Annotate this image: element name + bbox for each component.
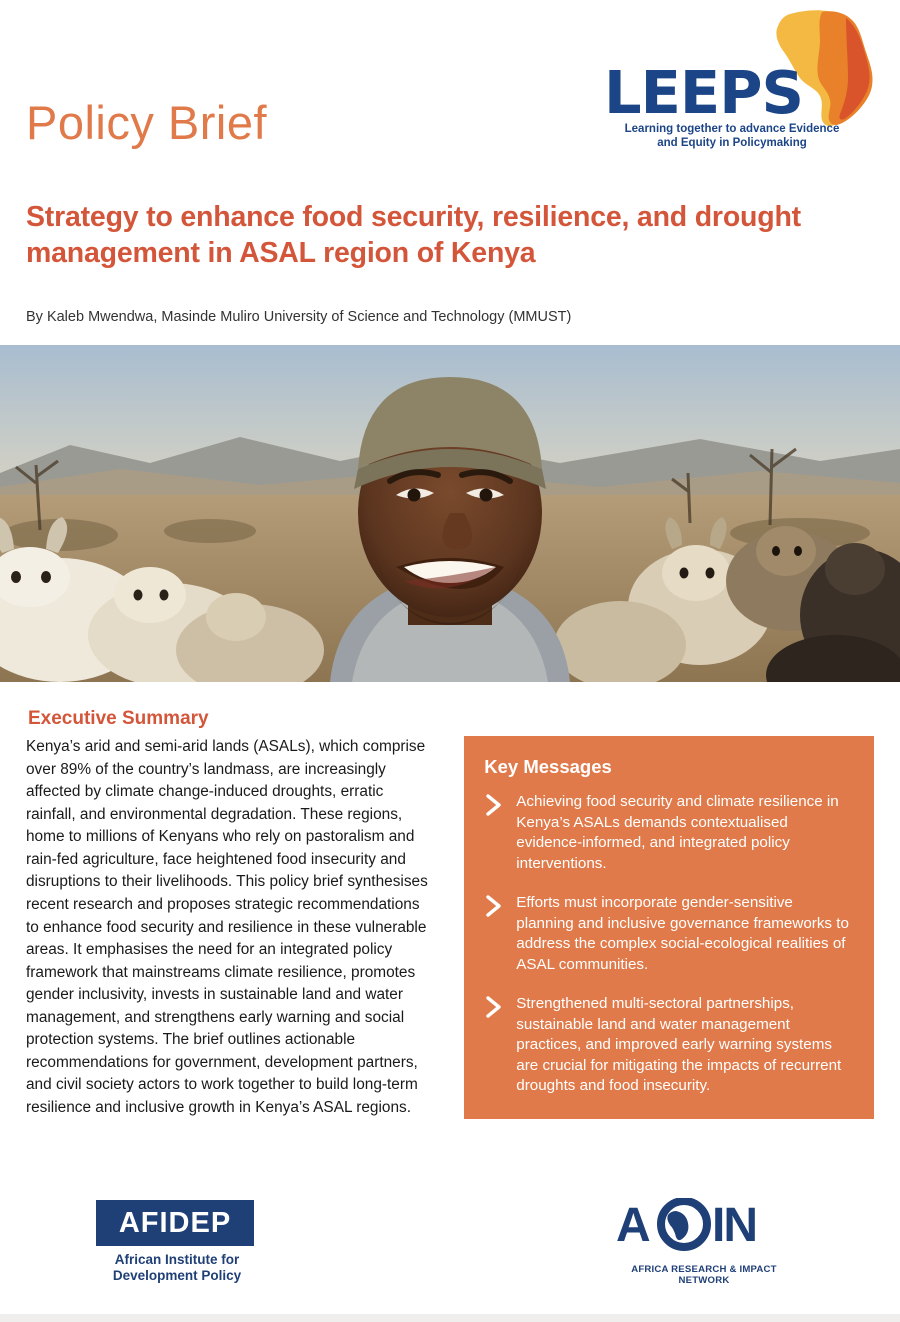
arin-logo xyxy=(614,1198,794,1286)
byline: By Kaleb Mwendwa, Masinde Muliro University of Science and Technology (MMUST) xyxy=(26,309,572,325)
afidep-wordmark: AFIDEP xyxy=(96,1200,254,1246)
key-message-item xyxy=(484,893,852,975)
leeps-wordmark: LEEPS xyxy=(604,58,803,127)
key-message-text: Strengthened multi-sectoral partnerships, sustainable land and water management practices, and improved early warning systems are crucial for mitigating the impacts of recurrent droughts and food insecurity. xyxy=(516,995,842,1095)
key-messages-heading: Key Messages xyxy=(484,756,612,777)
chevron-right-icon xyxy=(484,996,504,1018)
partner-logos-footer xyxy=(0,1192,900,1322)
svg-text:IN: IN xyxy=(712,1199,756,1252)
hero-image xyxy=(0,345,900,682)
afidep-logo xyxy=(96,1200,258,1285)
key-message-item xyxy=(484,994,852,1097)
chevron-right-icon xyxy=(484,895,504,917)
arin-tagline: AFRICA RESEARCH & IMPACT NETWORK xyxy=(631,1264,777,1286)
afidep-name: African Institute for Development Policy xyxy=(112,1252,242,1284)
leeps-logo xyxy=(596,6,886,166)
key-messages-panel xyxy=(464,736,874,1119)
key-message-item xyxy=(484,792,852,874)
arin-wordmark-graphic xyxy=(616,1198,792,1252)
document-body xyxy=(0,682,900,1120)
executive-summary-heading: Executive Summary xyxy=(28,708,209,729)
key-message-text: Achieving food security and climate resilience in Kenya’s ASALs demands contextualised evidence-informed, and integrated policy interventions. xyxy=(516,793,839,872)
page-title: Strategy to enhance food security, resilience, and drought management in ASAL region of Kenya xyxy=(26,201,801,269)
document-header xyxy=(0,0,900,345)
key-message-text: Efforts must incorporate gender-sensitive planning and inclusive governance frameworks to address the complex social-ecological realities of ASAL communities. xyxy=(516,894,849,973)
svg-text:A: A xyxy=(616,1199,649,1252)
chevron-right-icon xyxy=(484,794,504,816)
page-kicker: Policy Brief xyxy=(26,96,268,149)
leeps-tagline: Learning together to advance Evidence and Equity in Policymaking xyxy=(624,123,840,150)
executive-summary-text: Kenya’s arid and semi-arid lands (ASALs), which comprise over 89% of the country’s landmass, are increasingly affected by climate change-induced droughts, erratic rainfall, and environmental degradation. These regions, home to millions of Kenyans who rely on pastoralism and rain-fed agriculture, face heightened food insecurity and disruptions to their livelihoods. This policy brief synthesises recent research and proposes strategic recommendations to enhance food security and resilience in these vulnerable areas. It emphasises the need for an integrated policy framework that mainstreams climate resilience, promotes gender inclusivity, invests in sustainable land and water management, and strengthens early warning and social protection systems. The brief outlines actionable recommendations for government, development partners, and civil society actors to work together to build long-term resilience and inclusive growth in Kenya’s ASAL regions. xyxy=(26,738,428,1116)
hero-illustration xyxy=(0,345,900,682)
two-column-layout xyxy=(26,736,874,1120)
